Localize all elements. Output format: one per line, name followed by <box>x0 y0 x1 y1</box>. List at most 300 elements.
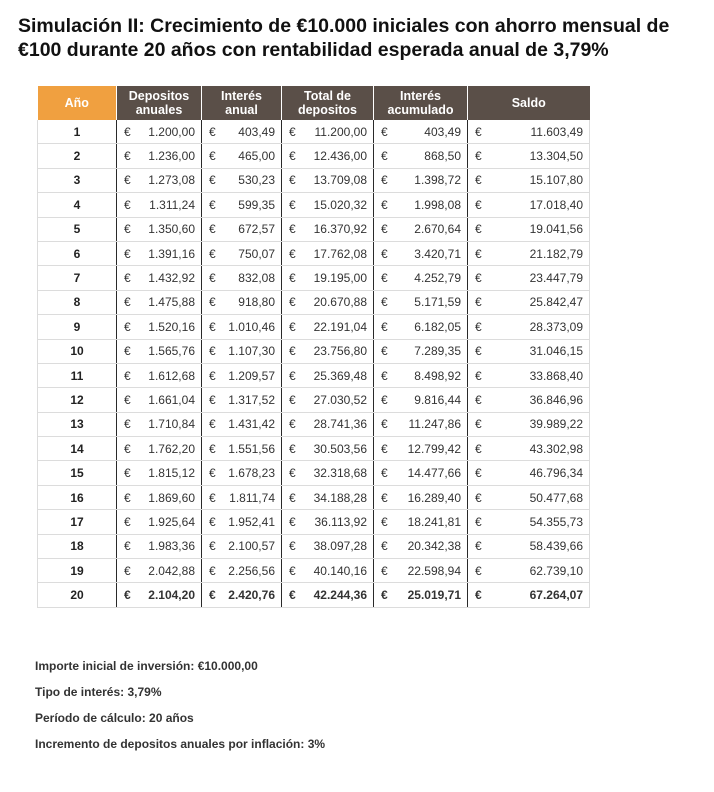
currency-symbol: € <box>381 490 388 505</box>
saldo-value: 39.989,22 <box>529 417 583 432</box>
acumulado-cell <box>374 510 468 534</box>
interes-value: 530,23 <box>238 173 275 188</box>
interes-value: 1.678,23 <box>228 466 275 481</box>
total-value: 19.195,00 <box>313 271 367 286</box>
currency-symbol: € <box>475 466 482 481</box>
table-header-row <box>38 86 590 120</box>
interes-cell <box>202 437 282 461</box>
interes-cell <box>202 315 282 339</box>
total-cell <box>282 217 374 241</box>
currency-symbol: € <box>475 271 482 286</box>
acumulado-value: 20.342,38 <box>407 539 461 554</box>
depositos-value: 1.350,60 <box>148 222 195 237</box>
table-row <box>38 485 590 509</box>
acumulado-cell <box>374 241 468 265</box>
currency-symbol: € <box>209 368 216 383</box>
currency-symbol: € <box>475 563 482 578</box>
table-row <box>38 339 590 363</box>
note-period: Período de cálculo: 20 años <box>35 711 194 725</box>
total-cell <box>282 193 374 217</box>
interes-value: 832,08 <box>238 271 275 286</box>
depositos-cell <box>117 120 202 144</box>
saldo-cell <box>468 217 590 241</box>
currency-symbol: € <box>289 417 296 432</box>
total-cell <box>282 241 374 265</box>
saldo-value: 31.046,15 <box>529 344 583 359</box>
interes-cell <box>202 266 282 290</box>
table-row <box>38 559 590 583</box>
column-header-interes: Interés anual <box>202 86 282 120</box>
depositos-value: 1.432,92 <box>148 271 195 286</box>
acumulado-cell <box>374 363 468 387</box>
interes-value: 465,00 <box>238 149 275 164</box>
interes-cell <box>202 461 282 485</box>
currency-symbol: € <box>124 319 131 334</box>
currency-symbol: € <box>124 246 131 261</box>
acumulado-value: 4.252,79 <box>414 271 461 286</box>
table-row <box>38 120 590 144</box>
currency-symbol: € <box>209 539 216 554</box>
currency-symbol: € <box>289 149 296 164</box>
currency-symbol: € <box>289 295 296 310</box>
saldo-cell <box>468 485 590 509</box>
currency-symbol: € <box>475 319 482 334</box>
total-value: 15.020,32 <box>313 197 367 212</box>
table-row <box>38 144 590 168</box>
table-row <box>38 217 590 241</box>
total-cell <box>282 461 374 485</box>
acumulado-value: 11.247,86 <box>408 417 461 432</box>
acumulado-cell <box>374 339 468 363</box>
table-row <box>38 266 590 290</box>
saldo-cell <box>468 559 590 583</box>
total-cell <box>282 168 374 192</box>
depositos-value: 1.475,88 <box>148 295 195 310</box>
acumulado-cell <box>374 437 468 461</box>
interes-value: 2.100,57 <box>228 539 275 554</box>
saldo-cell <box>468 583 590 607</box>
currency-symbol: € <box>124 466 131 481</box>
depositos-cell <box>117 363 202 387</box>
total-cell <box>282 363 374 387</box>
currency-symbol: € <box>124 441 131 456</box>
currency-symbol: € <box>209 441 216 456</box>
saldo-cell <box>468 193 590 217</box>
depositos-cell <box>117 290 202 314</box>
currency-symbol: € <box>381 197 388 212</box>
interes-cell <box>202 388 282 412</box>
saldo-value: 67.264,07 <box>529 588 583 603</box>
table-row <box>38 510 590 534</box>
total-value: 42.244,36 <box>313 588 367 603</box>
note-initial-amount: Importe inicial de inversión: €10.000,00 <box>35 659 258 673</box>
depositos-cell <box>117 388 202 412</box>
column-header-total: Total de depositos <box>282 86 374 120</box>
total-cell <box>282 437 374 461</box>
acumulado-value: 2.670,64 <box>414 222 461 237</box>
interes-value: 1.431,42 <box>228 417 275 432</box>
table-row <box>38 363 590 387</box>
saldo-value: 25.842,47 <box>529 295 583 310</box>
currency-symbol: € <box>381 246 388 261</box>
saldo-cell <box>468 168 590 192</box>
depositos-value: 1.612,68 <box>148 368 195 383</box>
interes-cell <box>202 485 282 509</box>
currency-symbol: € <box>381 466 388 481</box>
table-row <box>38 315 590 339</box>
depositos-cell <box>117 461 202 485</box>
year-cell: 16 <box>38 485 117 509</box>
depositos-cell <box>117 559 202 583</box>
currency-symbol: € <box>475 417 482 432</box>
saldo-cell <box>468 461 590 485</box>
currency-symbol: € <box>289 441 296 456</box>
currency-symbol: € <box>381 392 388 407</box>
column-header-acumulado: Interés acumulado <box>374 86 468 120</box>
interes-value: 1.551,56 <box>228 441 275 456</box>
currency-symbol: € <box>124 392 131 407</box>
depositos-cell <box>117 510 202 534</box>
acumulado-cell <box>374 583 468 607</box>
saldo-value: 54.355,73 <box>529 514 583 529</box>
interes-cell <box>202 559 282 583</box>
currency-symbol: € <box>475 149 482 164</box>
depositos-cell <box>117 485 202 509</box>
currency-symbol: € <box>209 344 216 359</box>
depositos-value: 2.042,88 <box>148 563 195 578</box>
interes-value: 403,49 <box>238 124 275 139</box>
acumulado-cell <box>374 388 468 412</box>
depositos-cell <box>117 412 202 436</box>
saldo-value: 46.796,34 <box>529 466 583 481</box>
saldo-cell <box>468 290 590 314</box>
acumulado-value: 14.477,66 <box>407 466 461 481</box>
currency-symbol: € <box>289 197 296 212</box>
interes-value: 2.420,76 <box>228 588 275 603</box>
saldo-cell <box>468 363 590 387</box>
currency-symbol: € <box>475 441 482 456</box>
currency-symbol: € <box>289 588 296 603</box>
total-value: 30.503,56 <box>313 441 367 456</box>
year-cell: 8 <box>38 290 117 314</box>
acumulado-cell <box>374 290 468 314</box>
currency-symbol: € <box>124 368 131 383</box>
currency-symbol: € <box>381 514 388 529</box>
currency-symbol: € <box>475 514 482 529</box>
currency-symbol: € <box>124 173 131 188</box>
interes-cell <box>202 144 282 168</box>
year-cell: 18 <box>38 534 117 558</box>
currency-symbol: € <box>289 368 296 383</box>
depositos-cell <box>117 437 202 461</box>
total-value: 36.113,92 <box>314 514 367 529</box>
acumulado-value: 403,49 <box>424 124 461 139</box>
table-row <box>38 168 590 192</box>
currency-symbol: € <box>381 588 388 603</box>
currency-symbol: € <box>475 295 482 310</box>
acumulado-value: 6.182,05 <box>414 319 461 334</box>
total-cell <box>282 315 374 339</box>
total-cell <box>282 534 374 558</box>
depositos-cell <box>117 144 202 168</box>
interes-value: 1.811,74 <box>229 490 275 505</box>
table-row <box>38 461 590 485</box>
total-value: 38.097,28 <box>313 539 367 554</box>
acumulado-value: 22.598,94 <box>407 563 461 578</box>
table-row <box>38 437 590 461</box>
acumulado-cell <box>374 144 468 168</box>
year-cell: 2 <box>38 144 117 168</box>
currency-symbol: € <box>124 222 131 237</box>
currency-symbol: € <box>381 295 388 310</box>
interes-value: 2.256,56 <box>228 563 275 578</box>
saldo-cell <box>468 315 590 339</box>
currency-symbol: € <box>124 149 131 164</box>
saldo-value: 28.373,09 <box>529 319 583 334</box>
depositos-cell <box>117 241 202 265</box>
currency-symbol: € <box>124 539 131 554</box>
acumulado-value: 7.289,35 <box>414 344 461 359</box>
depositos-cell <box>117 266 202 290</box>
total-cell <box>282 290 374 314</box>
total-value: 25.369,48 <box>313 368 367 383</box>
interes-value: 1.952,41 <box>228 514 275 529</box>
acumulado-cell <box>374 193 468 217</box>
saldo-value: 13.304,50 <box>529 149 583 164</box>
year-cell: 11 <box>38 363 117 387</box>
interes-cell <box>202 534 282 558</box>
note-inflation: Incremento de depositos anuales por inflación: 3% <box>35 737 326 751</box>
total-cell <box>282 388 374 412</box>
currency-symbol: € <box>475 197 482 212</box>
interes-value: 1.317,52 <box>228 392 275 407</box>
acumulado-value: 12.799,42 <box>407 441 461 456</box>
table-row <box>38 412 590 436</box>
total-cell <box>282 485 374 509</box>
currency-symbol: € <box>209 466 216 481</box>
saldo-cell <box>468 144 590 168</box>
currency-symbol: € <box>475 368 482 383</box>
saldo-value: 19.041,56 <box>529 222 583 237</box>
interes-cell <box>202 339 282 363</box>
total-cell <box>282 559 374 583</box>
saldo-cell <box>468 437 590 461</box>
interes-cell <box>202 193 282 217</box>
acumulado-value: 3.420,71 <box>414 246 461 261</box>
acumulado-value: 18.241,81 <box>407 514 461 529</box>
total-cell <box>282 583 374 607</box>
currency-symbol: € <box>209 514 216 529</box>
depositos-value: 1.869,60 <box>148 490 195 505</box>
total-value: 34.188,28 <box>313 490 367 505</box>
table-row <box>38 290 590 314</box>
interes-cell <box>202 168 282 192</box>
year-cell: 1 <box>38 120 117 144</box>
currency-symbol: € <box>289 271 296 286</box>
depositos-value: 1.710,84 <box>148 417 195 432</box>
saldo-cell <box>468 120 590 144</box>
currency-symbol: € <box>475 173 482 188</box>
currency-symbol: € <box>475 392 482 407</box>
currency-symbol: € <box>209 124 216 139</box>
currency-symbol: € <box>381 563 388 578</box>
table-row <box>38 583 590 607</box>
currency-symbol: € <box>124 197 131 212</box>
table-row <box>38 241 590 265</box>
interes-value: 1.010,46 <box>228 319 275 334</box>
saldo-cell <box>468 412 590 436</box>
saldo-cell <box>468 388 590 412</box>
depositos-value: 1.983,36 <box>148 539 195 554</box>
year-cell: 14 <box>38 437 117 461</box>
interes-value: 599,35 <box>238 197 275 212</box>
year-cell: 12 <box>38 388 117 412</box>
simulation-table <box>37 86 590 608</box>
saldo-value: 58.439,66 <box>529 539 583 554</box>
acumulado-value: 1.398,72 <box>414 173 461 188</box>
depositos-value: 1.200,00 <box>148 124 195 139</box>
currency-symbol: € <box>289 514 296 529</box>
currency-symbol: € <box>124 514 131 529</box>
depositos-value: 2.104,20 <box>148 588 195 603</box>
acumulado-cell <box>374 266 468 290</box>
column-header-year: Año <box>38 86 117 120</box>
currency-symbol: € <box>209 417 216 432</box>
total-cell <box>282 339 374 363</box>
currency-symbol: € <box>209 173 216 188</box>
year-cell: 20 <box>38 583 117 607</box>
total-value: 22.191,04 <box>313 319 367 334</box>
saldo-value: 33.868,40 <box>529 368 583 383</box>
currency-symbol: € <box>381 417 388 432</box>
acumulado-cell <box>374 534 468 558</box>
saldo-value: 36.846,96 <box>529 392 583 407</box>
currency-symbol: € <box>381 222 388 237</box>
depositos-value: 1.661,04 <box>148 392 195 407</box>
currency-symbol: € <box>475 246 482 261</box>
saldo-cell <box>468 241 590 265</box>
saldo-value: 11.603,49 <box>530 124 583 139</box>
total-value: 16.370,92 <box>313 222 367 237</box>
saldo-cell <box>468 534 590 558</box>
currency-symbol: € <box>475 222 482 237</box>
total-value: 32.318,68 <box>313 466 367 481</box>
currency-symbol: € <box>289 539 296 554</box>
depositos-cell <box>117 534 202 558</box>
currency-symbol: € <box>475 588 482 603</box>
acumulado-cell <box>374 461 468 485</box>
year-cell: 17 <box>38 510 117 534</box>
interes-cell <box>202 241 282 265</box>
currency-symbol: € <box>124 271 131 286</box>
currency-symbol: € <box>289 124 296 139</box>
total-value: 11.200,00 <box>314 124 367 139</box>
currency-symbol: € <box>289 563 296 578</box>
currency-symbol: € <box>209 295 216 310</box>
depositos-cell <box>117 193 202 217</box>
acumulado-value: 868,50 <box>424 149 461 164</box>
interes-cell <box>202 120 282 144</box>
interes-value: 1.209,57 <box>228 368 275 383</box>
column-header-depositos: Depositos anuales <box>117 86 202 120</box>
year-cell: 4 <box>38 193 117 217</box>
currency-symbol: € <box>124 295 131 310</box>
acumulado-cell <box>374 168 468 192</box>
depositos-value: 1.273,08 <box>148 173 195 188</box>
currency-symbol: € <box>209 392 216 407</box>
depositos-value: 1.391,16 <box>148 246 195 261</box>
total-cell <box>282 144 374 168</box>
currency-symbol: € <box>209 563 216 578</box>
total-cell <box>282 120 374 144</box>
interes-value: 750,07 <box>238 246 275 261</box>
currency-symbol: € <box>381 124 388 139</box>
year-cell: 15 <box>38 461 117 485</box>
year-cell: 5 <box>38 217 117 241</box>
note-interest-rate: Tipo de interés: 3,79% <box>35 685 162 699</box>
acumulado-cell <box>374 120 468 144</box>
acumulado-value: 5.171,59 <box>414 295 461 310</box>
currency-symbol: € <box>124 124 131 139</box>
depositos-value: 1.815,12 <box>148 466 195 481</box>
saldo-cell <box>468 339 590 363</box>
interes-cell <box>202 290 282 314</box>
total-value: 27.030,52 <box>313 392 367 407</box>
depositos-value: 1.565,76 <box>148 344 195 359</box>
acumulado-cell <box>374 412 468 436</box>
currency-symbol: € <box>289 246 296 261</box>
year-cell: 19 <box>38 559 117 583</box>
currency-symbol: € <box>381 173 388 188</box>
saldo-value: 17.018,40 <box>529 197 583 212</box>
total-value: 40.140,16 <box>313 563 367 578</box>
currency-symbol: € <box>209 149 216 164</box>
currency-symbol: € <box>209 490 216 505</box>
saldo-value: 43.302,98 <box>529 441 583 456</box>
currency-symbol: € <box>475 490 482 505</box>
currency-symbol: € <box>209 246 216 261</box>
acumulado-value: 9.816,44 <box>414 392 461 407</box>
interes-value: 918,80 <box>238 295 275 310</box>
currency-symbol: € <box>475 344 482 359</box>
currency-symbol: € <box>381 149 388 164</box>
currency-symbol: € <box>289 466 296 481</box>
currency-symbol: € <box>381 319 388 334</box>
total-value: 20.670,88 <box>313 295 367 310</box>
year-cell: 10 <box>38 339 117 363</box>
total-value: 28.741,36 <box>313 417 367 432</box>
interes-cell <box>202 363 282 387</box>
summary-notes <box>35 658 325 762</box>
depositos-cell <box>117 315 202 339</box>
currency-symbol: € <box>289 344 296 359</box>
currency-symbol: € <box>124 588 131 603</box>
interes-cell <box>202 583 282 607</box>
saldo-cell <box>468 510 590 534</box>
depositos-value: 1.236,00 <box>148 149 195 164</box>
currency-symbol: € <box>289 490 296 505</box>
currency-symbol: € <box>381 344 388 359</box>
currency-symbol: € <box>124 344 131 359</box>
currency-symbol: € <box>381 539 388 554</box>
acumulado-value: 25.019,71 <box>407 588 461 603</box>
column-header-saldo: Saldo <box>468 86 590 120</box>
depositos-cell <box>117 168 202 192</box>
acumulado-cell <box>374 485 468 509</box>
currency-symbol: € <box>209 271 216 286</box>
table-row <box>38 534 590 558</box>
currency-symbol: € <box>209 222 216 237</box>
